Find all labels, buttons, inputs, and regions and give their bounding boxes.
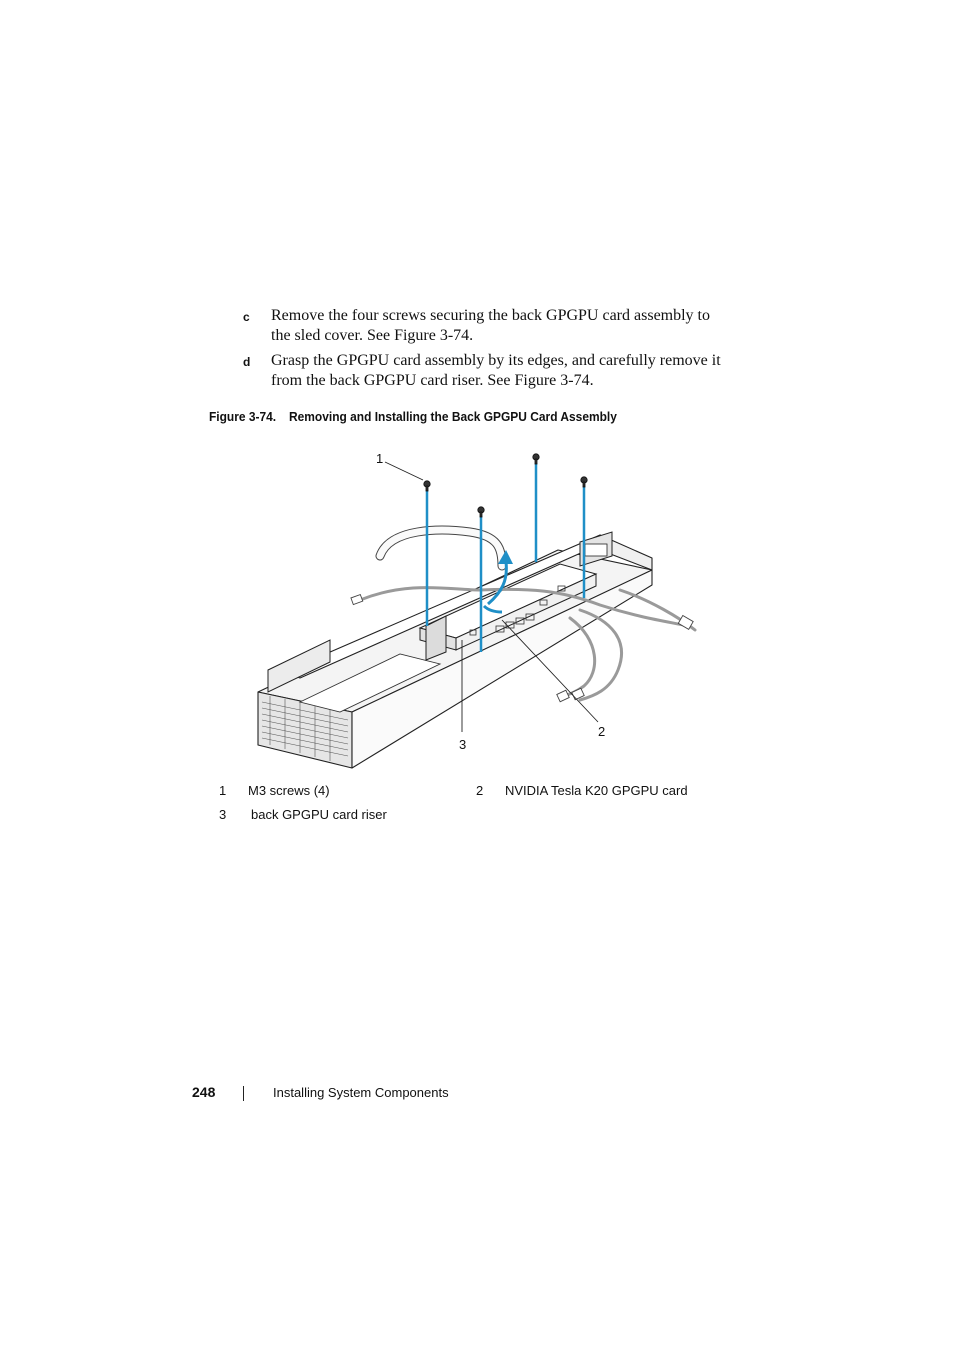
legend-num-1: 1 — [219, 783, 227, 798]
legend-num-2: 2 — [476, 783, 484, 798]
step-letter: c — [243, 310, 250, 324]
footer-section: Installing System Components — [273, 1085, 449, 1100]
callout-1: 1 — [376, 451, 384, 466]
step-letter: d — [243, 355, 251, 369]
callout-3: 3 — [459, 737, 467, 752]
legend-num-3: 3 — [219, 807, 227, 822]
legend-label-2: NVIDIA Tesla K20 GPGPU card — [505, 783, 688, 798]
page-number: 248 — [192, 1084, 216, 1100]
figure-number: Figure 3-74. — [209, 409, 277, 424]
callout-2: 2 — [598, 724, 606, 739]
step-text: Grasp the GPGPU card assembly by its edges, and carefully remove it from the back GPGPU card riser. See Figure 3-74. — [271, 352, 721, 389]
figure-title: Removing and Installing the Back GPGPU Card Assembly — [289, 409, 617, 424]
figure-caption — [209, 409, 617, 424]
legend-label-1: M3 screws (4) — [248, 783, 330, 798]
footer-divider — [243, 1086, 244, 1101]
screw-icons — [424, 454, 587, 517]
step-text: Remove the four screws securing the back GPGPU card assembly to the sled cover. See Figure 3-74. — [271, 307, 710, 344]
sled-diagram — [240, 440, 720, 780]
figure-illustration — [240, 440, 720, 780]
legend-label-3: back GPGPU card riser — [251, 807, 387, 822]
